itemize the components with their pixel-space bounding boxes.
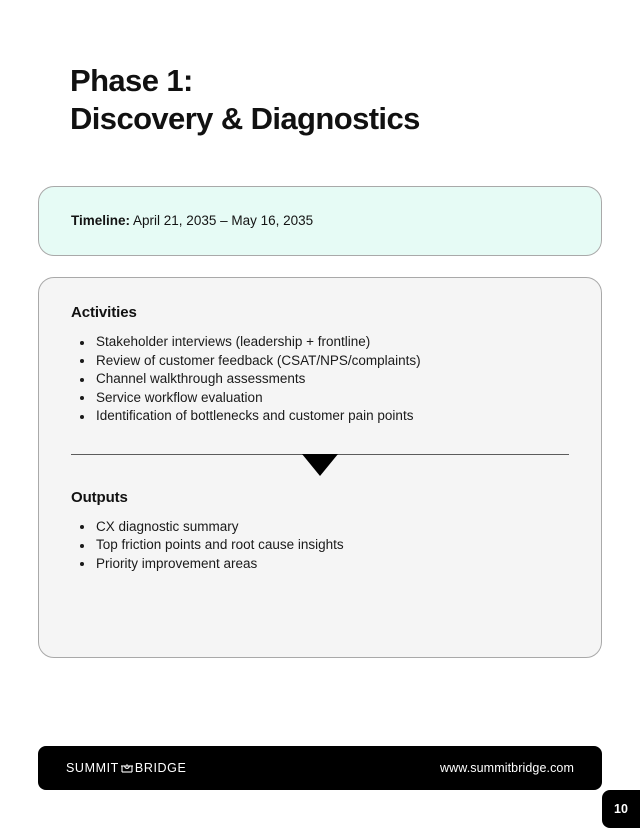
footer-bar [38,746,602,790]
page-title-line-2: Discovery & Diagnostics [70,101,420,136]
page-number-badge: 10 [602,790,640,828]
brand-logo [66,761,186,775]
timeline-callout [38,186,602,256]
footer-url[interactable]: www.summitbridge.com [440,761,574,775]
bridge-icon [120,763,134,774]
list-item: Identification of bottlenecks and customer pain points [71,407,569,426]
brand-name-left: SUMMIT [66,761,119,775]
timeline-label: Timeline: [71,213,131,228]
brand-name-right: BRIDGE [134,761,187,775]
timeline-value: April 21, 2035 – May 16, 2035 [130,213,314,228]
outputs-list [71,518,569,574]
content-card [38,277,602,658]
page-title [70,62,570,138]
activities-list [71,333,569,426]
list-item: Review of customer feedback (CSAT/NPS/complaints) [71,352,569,371]
section-divider [71,454,569,455]
list-item: Channel walkthrough assessments [71,370,569,389]
list-item: Top friction points and root cause insights [71,536,569,555]
list-item: CX diagnostic summary [71,518,569,537]
list-item: Priority improvement areas [71,555,569,574]
page-title-line-1: Phase 1: [70,63,193,98]
list-item: Service workflow evaluation [71,389,569,408]
list-item: Stakeholder interviews (leadership + frontline) [71,333,569,352]
outputs-heading: Outputs [71,488,128,506]
timeline-text [39,212,313,230]
triangle-down-icon [302,454,338,476]
activities-heading: Activities [71,304,137,321]
